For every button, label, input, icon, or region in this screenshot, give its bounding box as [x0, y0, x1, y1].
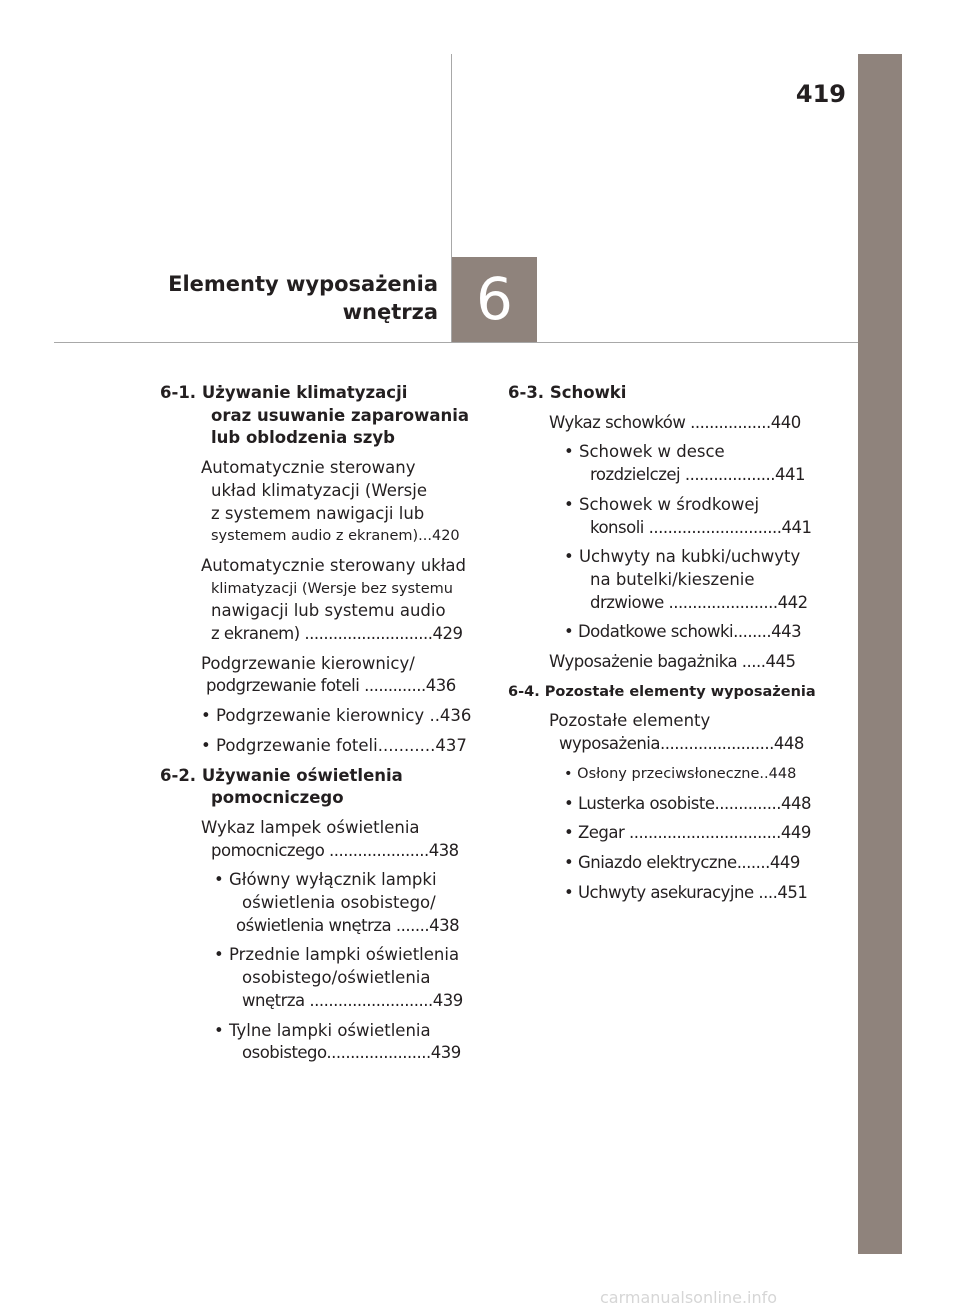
- chapter-title-line-2: wnętrza: [342, 300, 438, 324]
- entry-text: • Schowek w desce: [564, 442, 725, 462]
- entry-text: oświetlenia wnętrza .......438: [236, 915, 460, 935]
- toc-entry[interactable]: [160, 735, 475, 758]
- entry-text: Pozostałe elementy: [549, 711, 711, 731]
- toc-entry[interactable]: [508, 494, 823, 539]
- toc-entry[interactable]: [508, 441, 823, 486]
- toc-section-6-2[interactable]: [160, 765, 475, 810]
- entry-text: • Tylne lampki oświetlenia: [214, 1020, 431, 1040]
- entry-text: z ekranem) ...........................429: [211, 624, 463, 644]
- toc-column-right: [508, 382, 823, 904]
- toc-entry[interactable]: [508, 852, 823, 875]
- entry-text: podgrzewanie foteli .............436: [206, 676, 456, 696]
- page-number: 419: [795, 80, 846, 108]
- entry-text: na butelki/kieszenie: [590, 569, 755, 589]
- toc-entry[interactable]: [508, 763, 823, 786]
- entry-text: • Główny wyłącznik lampki: [214, 870, 437, 890]
- entry-text: Wykaz lampek oświetlenia: [201, 817, 420, 837]
- entry-text: wyposażenia........................448: [559, 734, 804, 754]
- toc-column-left: [160, 382, 475, 1065]
- section-title: pomocniczego: [211, 788, 344, 808]
- entry-text: pomocniczego .....................438: [211, 840, 459, 860]
- section-title: 6-1. Używanie klimatyzacji: [160, 383, 408, 402]
- entry-text: drzwiowe .......................442: [590, 592, 808, 612]
- toc-entry[interactable]: [160, 817, 475, 862]
- toc-entry[interactable]: [508, 793, 823, 816]
- toc-entry[interactable]: [508, 546, 823, 614]
- section-title: oraz usuwanie zaparowania: [211, 405, 470, 425]
- toc-entry[interactable]: [160, 944, 475, 1012]
- entry-text: • Osłony przeciwsłoneczne..448: [564, 765, 797, 782]
- entry-text: oświetlenia osobistego/: [242, 893, 436, 913]
- toc-section-6-3[interactable]: [508, 382, 823, 405]
- chapter-title: [150, 270, 438, 326]
- entry-text: systemem audio z ekranem)...420: [211, 528, 460, 545]
- toc-entry[interactable]: [160, 705, 475, 728]
- toc-entry[interactable]: [160, 1020, 475, 1065]
- entry-text: Automatycznie sterowany układ: [201, 555, 466, 575]
- toc-section-6-1[interactable]: [160, 382, 475, 450]
- toc-entry[interactable]: [508, 882, 823, 905]
- toc-entry[interactable]: [508, 822, 823, 845]
- entry-text: rozdzielczej ...................441: [590, 465, 805, 485]
- entry-text: konsoli ............................441: [590, 517, 812, 537]
- toc-entry[interactable]: [160, 555, 475, 646]
- entry-text: Podgrzewanie kierownicy/: [201, 653, 415, 673]
- entry-text: osobistego......................439: [242, 1043, 461, 1063]
- entry-text: • Dodatkowe schowki........443: [564, 622, 802, 642]
- toc-entry[interactable]: [160, 653, 475, 698]
- section-title: 6-4. Pozostałe elementy wyposażenia: [508, 683, 816, 700]
- entry-text: • Gniazdo elektryczne.......449: [564, 852, 800, 872]
- entry-text: • Uchwyty na kubki/uchwyty: [564, 547, 801, 567]
- entry-text: układ klimatyzacji (Wersje: [211, 480, 427, 500]
- toc-entry[interactable]: [508, 621, 823, 644]
- toc-entry[interactable]: [160, 869, 475, 937]
- horizontal-rule: [54, 342, 858, 343]
- section-title: 6-2. Używanie oświetlenia: [160, 765, 403, 785]
- toc-entry[interactable]: [160, 457, 475, 548]
- entry-text: • Przednie lampki oświetlenia: [214, 945, 460, 965]
- chapter-side-tab: [858, 54, 902, 1254]
- entry-text: wnętrza ..........................439: [242, 990, 463, 1010]
- watermark: carmanualsonline.info: [600, 1288, 778, 1307]
- entry-text: • Podgrzewanie foteli...........437: [201, 735, 467, 755]
- entry-text: osobistego/oświetlenia: [242, 968, 431, 988]
- entry-text: Automatycznie sterowany: [201, 458, 416, 478]
- toc-entry[interactable]: [508, 651, 823, 674]
- entry-text: Wykaz schowków .................440: [549, 412, 801, 432]
- toc-entry[interactable]: [508, 412, 823, 435]
- entry-text: • Lusterka osobiste..............448: [564, 793, 811, 813]
- entry-text: • Zegar ................................449: [564, 823, 811, 843]
- entry-text: • Uchwyty asekuracyjne ....451: [564, 882, 808, 902]
- entry-text: z systemem nawigacji lub: [211, 503, 425, 523]
- toc-entry[interactable]: [508, 710, 823, 755]
- entry-text: nawigacji lub systemu audio: [211, 601, 446, 621]
- chapter-number-box: 6: [452, 257, 537, 342]
- chapter-title-line-1: Elementy wyposażenia: [168, 272, 438, 296]
- entry-text: Wyposażenie bagażnika .....445: [549, 652, 796, 672]
- toc-section-6-4[interactable]: [508, 681, 823, 704]
- section-title: 6-3. Schowki: [508, 383, 627, 402]
- entry-text: klimatyzacji (Wersje bez systemu: [211, 580, 453, 597]
- section-title: lub oblodzenia szyb: [211, 428, 395, 448]
- entry-text: • Schowek w środkowej: [564, 494, 760, 514]
- entry-text: • Podgrzewanie kierownicy ..436: [201, 706, 472, 726]
